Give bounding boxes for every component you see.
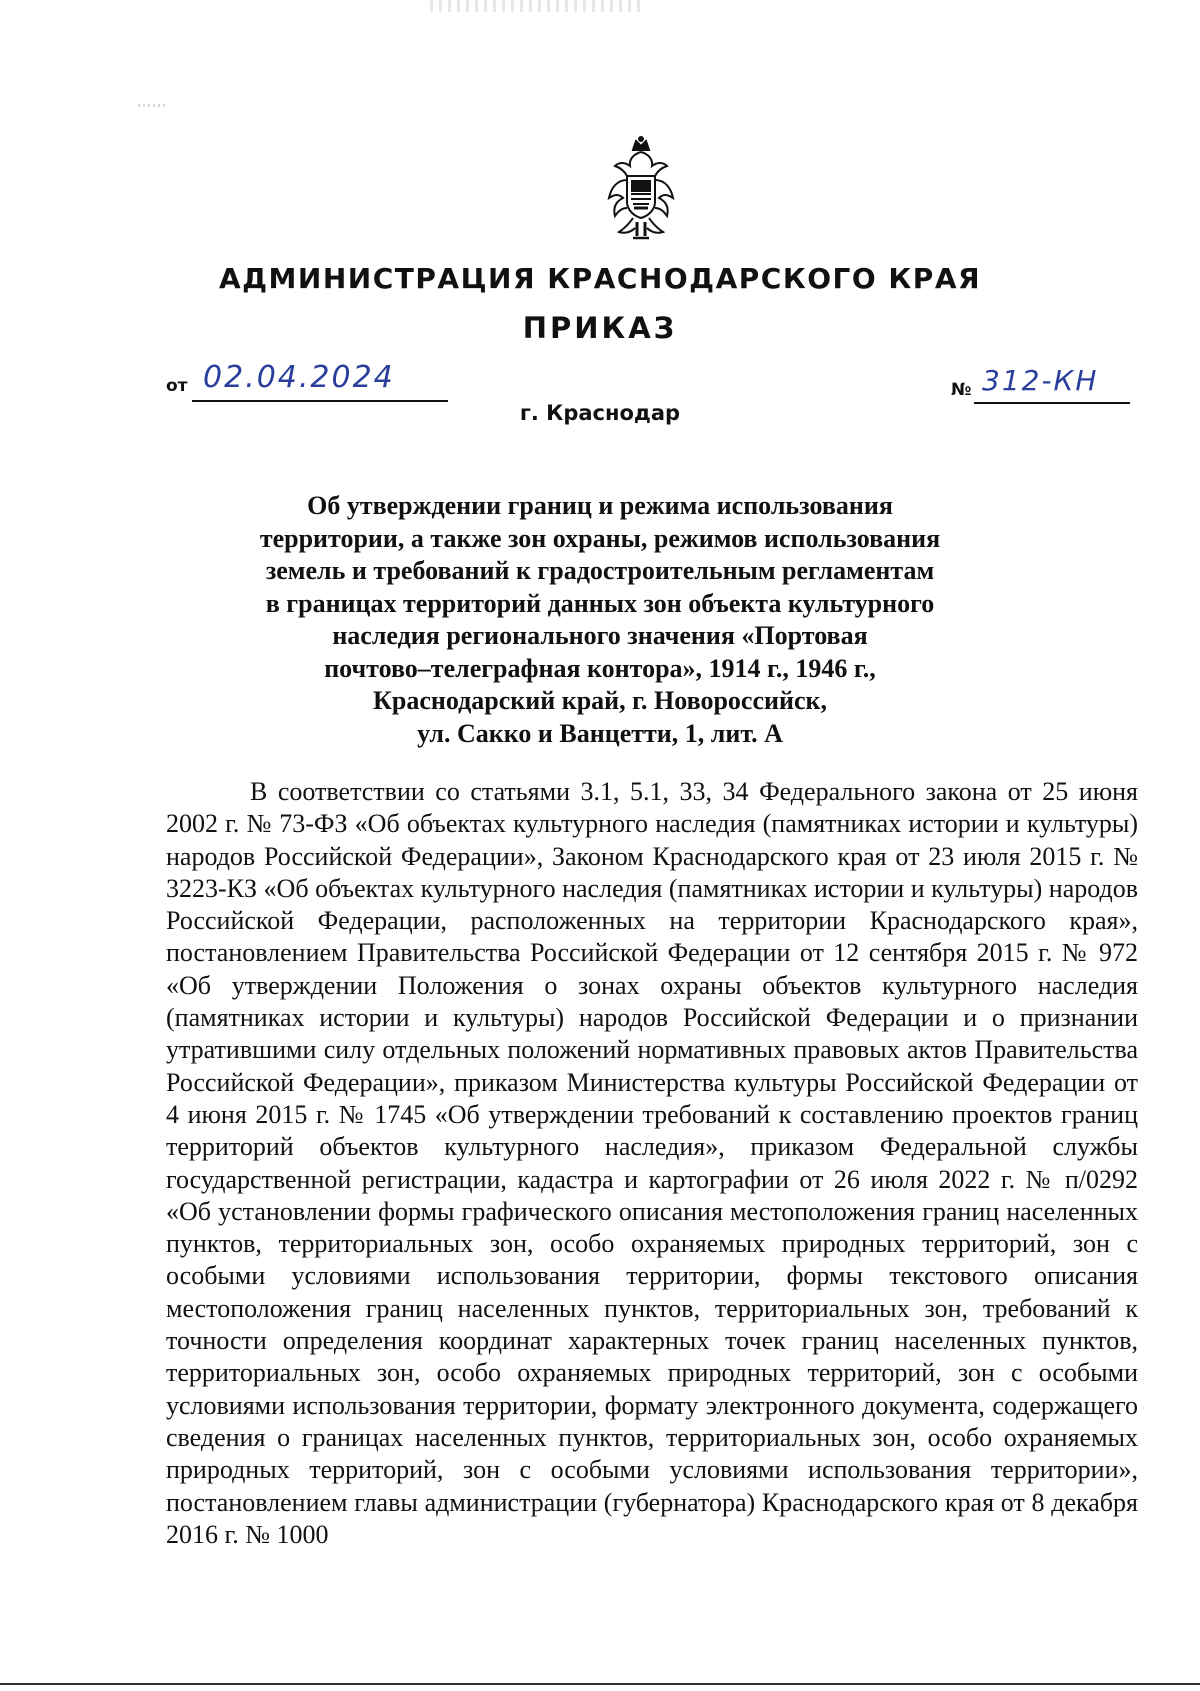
title-line: почтово–телеграфная контора», 1914 г., 1946 г., [324,653,876,683]
title-line: наследия регионального значения «Портовая [332,621,868,650]
scan-artifact-top [430,0,640,12]
city-name: г. Краснодар [519,401,681,425]
scan-artifact-left [138,104,168,107]
title-line: ул. Сакко и Ванцетти, 1, лит. А [417,718,783,748]
date-label: от [166,376,188,396]
page-bottom-edge [0,1683,1200,1685]
number-label: № [951,380,972,400]
title-line: Об утверждении границ и режима использования [307,491,893,520]
title-line: территории, а также зон охраны, режимов использования [259,523,941,553]
document-type: ПРИКАЗ [522,311,678,345]
organization-name: АДМИНИСТРАЦИЯ КРАСНОДАРСКОГО КРАЯ [218,262,982,295]
date-value-handwritten: 02.04.2024 [203,360,395,395]
title-line: в границах территорий данных зон объекта культурного [265,588,935,618]
title-line: земель и требований к градостроительным регламентам [265,556,935,585]
body-paragraph: В соответствии со статьями 3.1, 5.1, 33, 34 Федерального закона от 25 июня 2002 г. № 73-ФЗ «Об объектах культурного наследия (памятниках истории и культуры) народов Российской Федерации», Законом Краснодарского края от 23 июля 2015 г. № 3223-КЗ «Об объектах культурного наследия (памятниках истории и культуры) народов Российской Федерации, расположенных на территории Краснодарского края», постановлением Правительства Российской Федерации от 12 сентября 2015 г. № 972 «Об утверждении Положения о зонах охраны объектов культурного наследия (памятниках истории и культуры) народов Российской Федерации и о признании утратившими силу отдельных положений нормативных правовых актов Правительства Российской Федерации», приказом Министерства культуры Российской Федерации от 4 июня 2015 г. № 1745 «Об утверждении требований к составлению проектов границ территорий объектов культурного наследия», приказом Федеральной службы государственной регистрации, кадастра и картографии от 26 июля 2022 г. № п/0292 «Об установлении формы графического описания местоположения границ населенных пунктов, территориальных зон, особо охраняемых природных территорий, зон с особыми условиями использования территории, формы текстового описания местоположения границ населенных пунктов, территориальных зон, требований к точности определения координат характерных точек границ населенных пунктов, территориальных зон, особо охраняемых природных территорий, зон с особыми условиями использования территории, формату электронного документа, содержащего сведения о границах населенных пунктов, территориальных зон, особо охраняемых природных территорий, зон с особыми условиями использования территории», постановлением главы администрации (губернатора) Краснодарского края от 8 декабря 2016 г. № 1000 [166,777,1138,1549]
title-line: Краснодарский край, г. Новороссийск, [373,686,827,715]
coat-of-arms-icon [603,136,679,242]
document-title [250,490,950,750]
number-value-handwritten: 312-КН [982,364,1099,397]
